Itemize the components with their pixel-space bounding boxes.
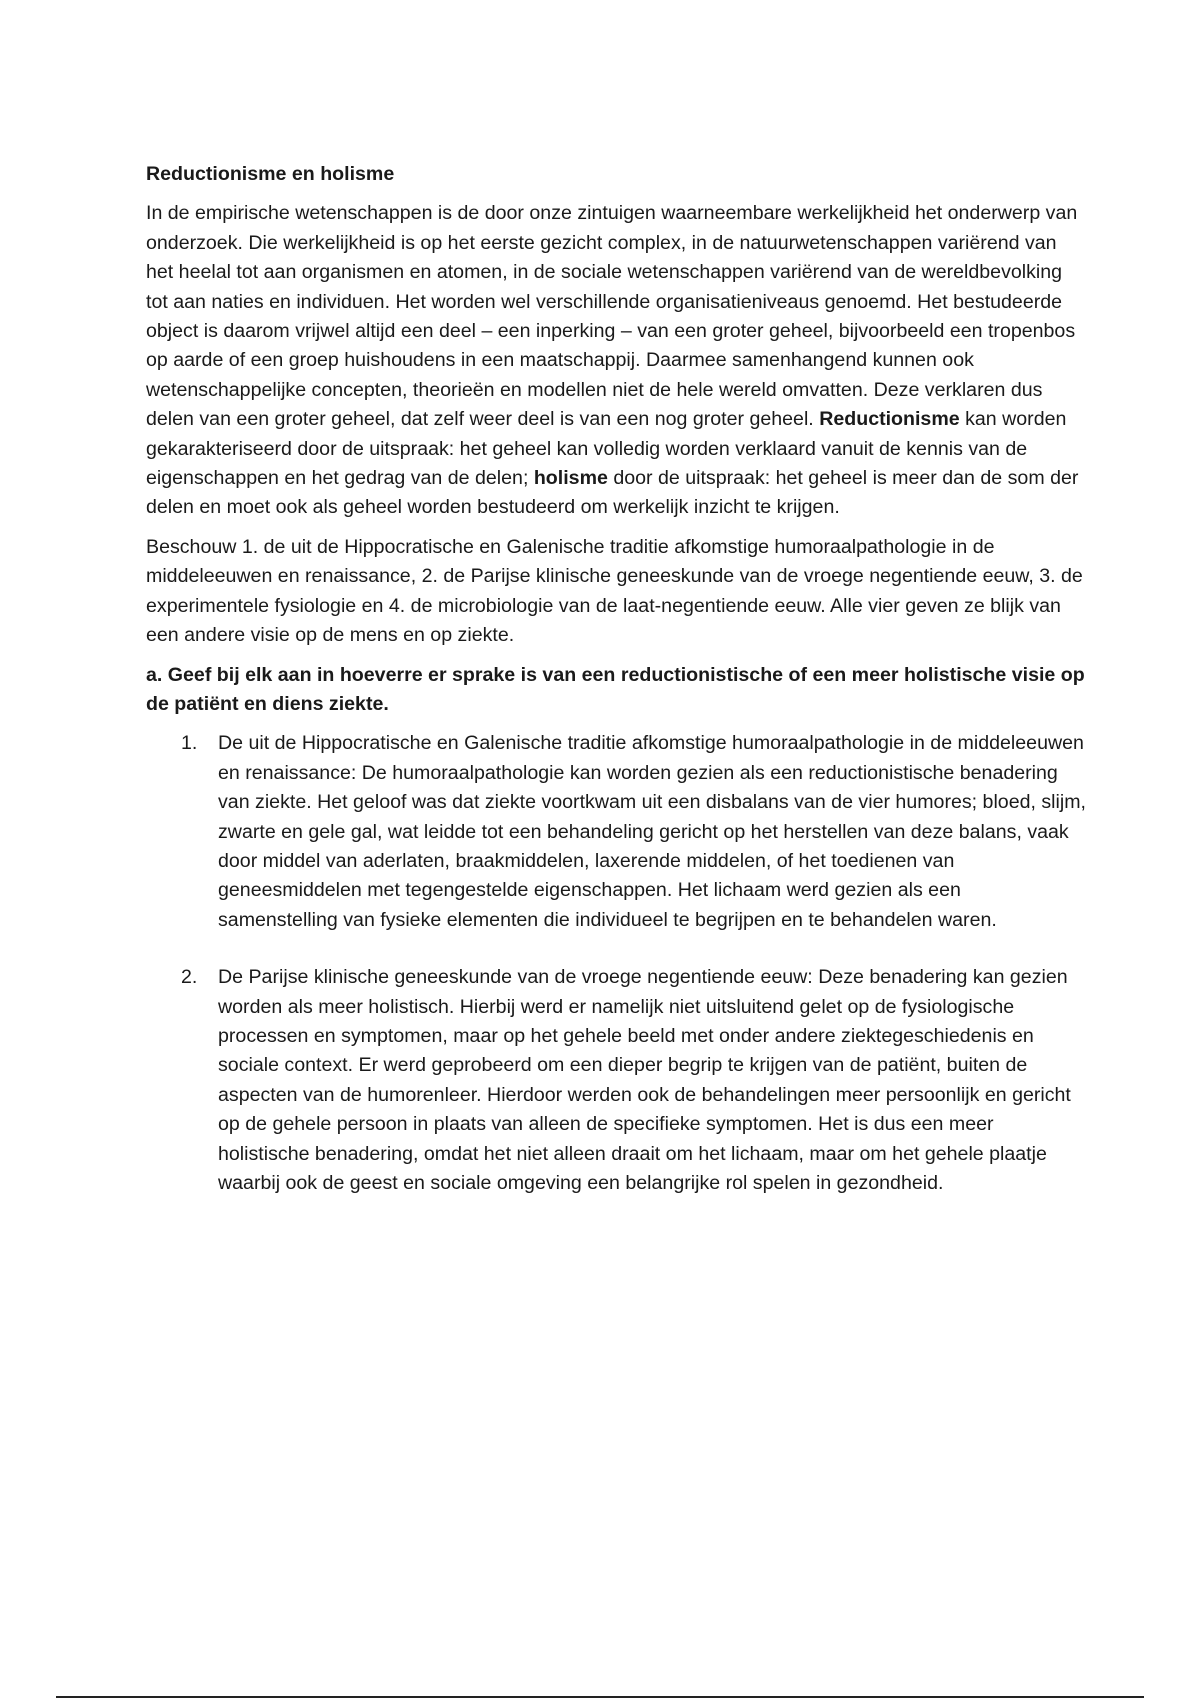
context-paragraph: Beschouw 1. de uit de Hippocratische en Galenische traditie afkomstige humoraalpathologie in de middeleeuwen en renaissance, 2. de Parijse klinische geneeskunde van de vroege negentiende eeuw, 3. de experimentele fysiologie en 4. de microbiologie van de laat-negentiende eeuw. Alle vier geven ze blijk van een andere visie op de mens en op ziekte. (146, 535, 1083, 647)
term-holism: holisme (533, 467, 608, 490)
page-bottom-divider (56, 1696, 1144, 1698)
list-item-text: De Parijse klinische geneeskunde van de vroege negentiende eeuw: Deze benadering kan gezien worden als meer holistisch. Hierbij werd er namelijk niet uitsluitend gelet op de fysiologische processen en symptomen, maar op het gehele beeld met onder andere ziektegeschiedenis en sociale context. Er werd geprobeerd om een dieper begrip te krijgen van de patiënt, buiten de aspecten van de humorenleer. Hierdoor werden ook de behandelingen meer persoonlijk en gericht op de gehele persoon in plaats van alleen de specifieke symptomen. Het is dus een meer holistische benadering, omdat het niet alleen draait om het lichaam, maar om het gehele plaatje waarbij ook de geest en sociale omgeving een belangrijke rol spelen in gezondheid. (218, 966, 1071, 1194)
question-a: a. Geef bij elk aan in hoeverre er sprake is van een reductionistische of een meer holistische visie op de patiënt en diens ziekte. (146, 663, 1085, 715)
term-reductionism: Reductionisme (819, 408, 960, 431)
list-item-text: De uit de Hippocratische en Galenische traditie afkomstige humoraalpathologie in de middeleeuwen en renaissance: De humoraalpathologie kan worden gezien als een reductionistische benadering van ziekte. Het geloof was dat ziekte voortkwam uit een disbalans van de vier humores; bloed, slijm, zwarte en gele gal, wat leidde tot een behandeling gericht op het herstellen van deze balans, vaak door middel van aderlaten, braakmiddelen, laxerende middelen, of het toedienen van geneesmiddelen met tegengestelde eigenschappen. Het lichaam werd gezien als een samenstelling van fysieke elementen die individueel te begrijpen en te behandelen waren. (218, 732, 1086, 931)
list-item (146, 729, 1086, 935)
list-item (146, 963, 1086, 1198)
intro-paragraph (146, 199, 1086, 522)
list-item-number: 2. (181, 966, 198, 989)
intro-text-1: In de empirische wetenschappen is de door onze zintuigen waarneembare werkelijkheid het onderwerp van onderzoek. Die werkelijkheid is op het eerste gezicht complex, in de natuurwetenschappen variërend van het heelal tot aan organismen en atomen, in de sociale wetenschappen variërend van de wereldbevolking tot aan naties en individuen. Het worden wel verschillende organisatieniveaus genoemd. Het bestudeerde object is daarom vrijwel altijd een deel – een inperking – van een groter geheel, bijvoorbeeld een tropenbos op aarde of een groep huishoudens in een maatschappij. Daarmee samenhangend kunnen ook wetenschappelijke concepten, theorieën en modellen niet de hele wereld omvatten. Deze verklaren dus delen van een groter geheel, dat zelf weer deel is van een nog groter geheel. (146, 202, 1078, 431)
intro-text-3: door de uitspraak: het geheel is meer dan de som der delen en moet ook als geheel worden bestudeerd om werkelijk inzicht te krijgen. (146, 467, 1079, 519)
list-item-number: 1. (181, 732, 198, 755)
document-page (146, 160, 1086, 1226)
document-title: Reductionisme en holisme (146, 163, 395, 185)
intro-text-2: kan worden gekarakteriseerd door de uitspraak: het geheel kan volledig worden verklaard vanuit de kennis van de eigenschappen en het gedrag van de delen; (146, 408, 1067, 490)
answer-list (146, 729, 1086, 1198)
